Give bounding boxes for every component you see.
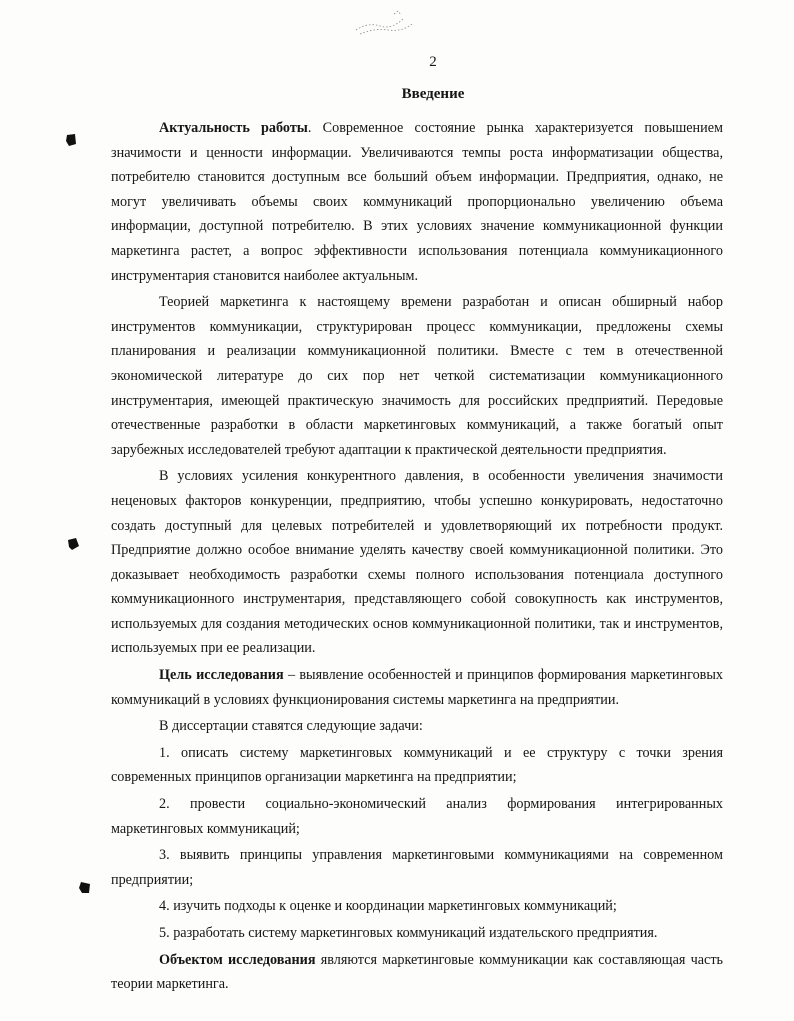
punch-hole-mark bbox=[66, 536, 80, 552]
term-goal: Цель исследования bbox=[159, 667, 284, 684]
paragraph-text: являются маркетинговые коммуникации как составляющая часть теории маркетинга. bbox=[111, 951, 723, 993]
task-item: 4. изучить подходы к оценке и координации маркетинговых коммуникаций; bbox=[159, 898, 617, 915]
document-body bbox=[111, 116, 723, 999]
paragraph-theory: Теорией маркетинга к настоящему времени разработан и описан обширный набор инструментов коммуникации, структурирован процесс коммуникации, предложены схемы планирования и реализации коммуникационной политики. Вместе с тем в отечественной экономической литературе до сих пор нет четкой систематизации коммуникационного инструментария, имеющей практическую значимость для российских предприятий. Передовые отечественные разработки в области маркетинговых коммуникаций, а также богатый опыт зарубежных исследователей требуют адаптации к практической деятельности предприятия. bbox=[111, 294, 723, 458]
page-number: 2 bbox=[429, 54, 437, 70]
punch-hole-mark bbox=[78, 880, 92, 896]
paragraph-competition: В условиях усиления конкурентного давления, в особенности увеличения значимости неценовых факторов конкуренции, предприятию, чтобы успешно конкурировать, недостаточно создать доступный для целевых потребителей и удовлетворяющий их потребности продукт. Предприятие должно особое внимание уделять качеству своей коммуникационной политики. Это доказывает необходимость разработки схемы полного использования потенциала доступного коммуникационного инструментария, представляющего собой совокупность как инструментов, используемых для создания методических основ коммуникационной политики, так и инструментов, используемых при ее реализации. bbox=[111, 468, 723, 657]
paragraph-text: . Современное состояние рынка характеризуется повышением значимости и ценности информации. Увеличиваются темпы роста информатизации общества, потребителю становится доступным все больший объем информации. Предприятия, однако, не могут увеличивать объемы своих коммуникаций пропорционально увеличению объема информации, доступной потребителю. В этих условиях значение коммуникационной функции маркетинга растет, а вопрос эффективности использования потенциала коммуникационного инструментария становится наиболее актуальным. bbox=[111, 120, 724, 284]
task-item: 5. разработать систему маркетинговых коммуникаций издательского предприятия. bbox=[159, 925, 658, 941]
term-object: Объектом исследования bbox=[159, 951, 316, 968]
paragraph-text: – выявление особенностей и принципов формирования маркетинговых коммуникаций в условиях функционирования системы маркетинга на предприятии. bbox=[111, 667, 723, 708]
page-title: Введение bbox=[401, 86, 465, 102]
task-item: 2. провести социально-экономический анализ формирования интегрированных маркетинговых коммуникаций; bbox=[111, 796, 723, 837]
paragraph-relevance bbox=[111, 116, 723, 288]
task-item: 3. выявить принципы управления маркетинговыми коммуникациями на современном предприятии; bbox=[111, 847, 723, 888]
paragraph-goal bbox=[111, 663, 723, 712]
task-item: 1. описать систему маркетинговых коммуникаций и ее структуру с точки зрения современных принципов организации маркетинга на предприятии; bbox=[111, 744, 723, 786]
punch-hole-mark bbox=[64, 132, 78, 148]
paragraph-tasks-intro: В диссертации ставятся следующие задачи: bbox=[159, 718, 423, 735]
paragraph-object bbox=[111, 948, 723, 997]
faint-stamp-mark bbox=[350, 8, 422, 38]
term-relevance: Актуальность работы bbox=[159, 120, 308, 136]
